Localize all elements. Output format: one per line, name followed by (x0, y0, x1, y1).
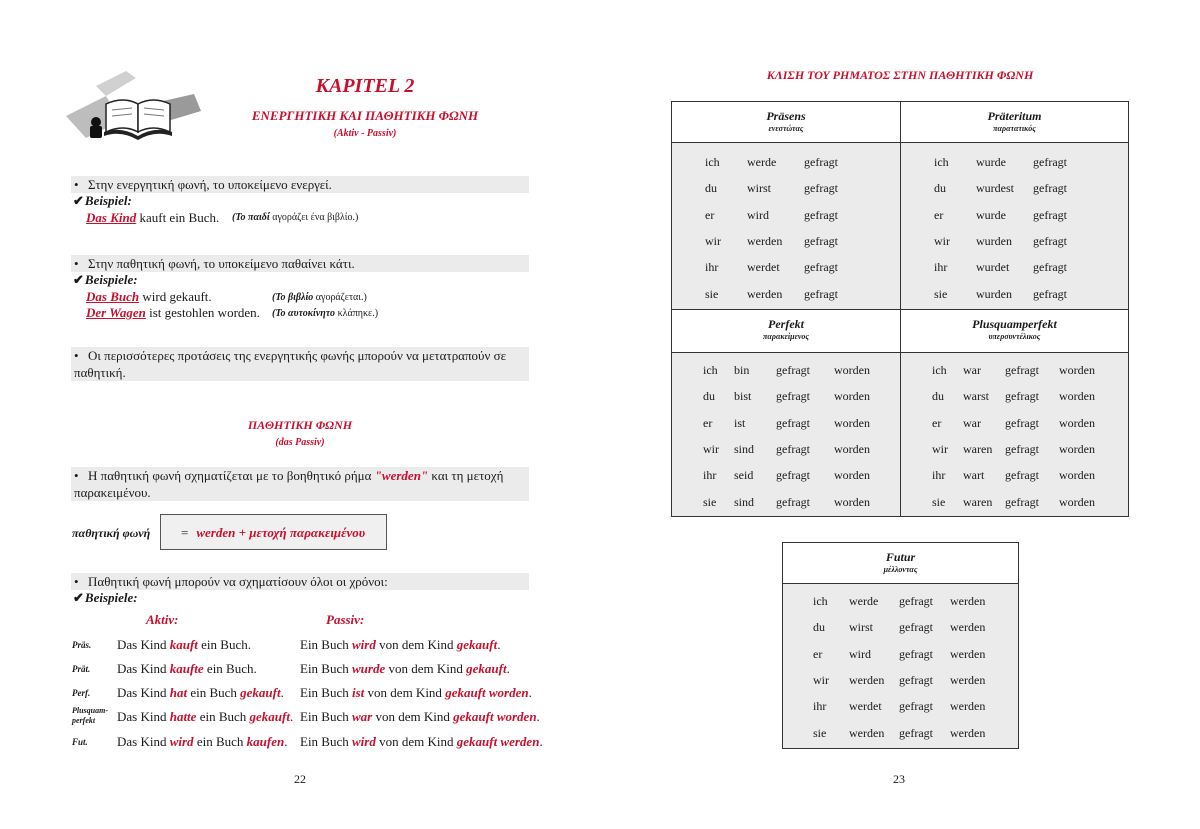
sentence-verb: gekauft (249, 709, 290, 724)
sentence-verb: wird (169, 734, 194, 749)
section-subtitle: (Aktiv - Passiv) (333, 128, 397, 139)
verb-form: war (963, 363, 981, 377)
tense-name: Präteritum (987, 109, 1042, 123)
verb-form: warst (963, 389, 989, 404)
sentence-verb: gekauft (456, 637, 498, 652)
futur-table (782, 542, 1019, 749)
pronoun: du (705, 181, 717, 196)
sentence-verb: gekauft worden (445, 685, 529, 700)
pronoun: ihr (934, 260, 948, 275)
sentence-part: . (539, 734, 543, 749)
section-title: ΕΝΕΡΓΗΤΙΚΗ ΚΑΙ ΠΑΘΗΤΙΚΗ ΦΩΝΗ (251, 108, 479, 123)
pronoun: er (934, 207, 944, 222)
pronoun: sie (934, 286, 948, 301)
sentence-part: . (536, 709, 540, 724)
verb-form: werden (950, 646, 986, 661)
example-label: Beispiele: (84, 272, 138, 287)
verb-form: werdet (849, 699, 882, 714)
bullet-dot: • (74, 468, 79, 483)
sentence-part: ein Buch (187, 685, 241, 700)
pronoun: ihr (705, 260, 719, 275)
sentence-part: Das Kind (117, 709, 170, 724)
verb-form: worden (1059, 494, 1095, 509)
example-heading (73, 590, 138, 606)
sentence-verb: ist (352, 685, 365, 700)
pronoun: er (703, 415, 713, 430)
example-rest: ist gestohlen worden. (145, 305, 260, 320)
tense-label: Fut. (72, 737, 88, 747)
verb-form: worden (1059, 363, 1095, 377)
praesens-table (671, 101, 901, 310)
sentence-part: ein Buch. (203, 661, 257, 676)
bullet-text: Η παθητική φωνή σχηματίζεται με το βοηθητικό ρήμα (88, 468, 375, 483)
verb-form: worden (1059, 468, 1095, 483)
pronoun: du (932, 389, 944, 404)
bullet-dot: • (74, 177, 79, 192)
sentence-part: von dem Kind (372, 709, 454, 724)
pronoun: sie (932, 494, 946, 509)
verb-form: gefragt (899, 594, 933, 608)
table-header (901, 102, 1128, 143)
tense-name: Perfekt (768, 317, 804, 331)
translation-rest: αγοράζει ένα βιβλίο.) (269, 212, 359, 223)
verb-form: waren (963, 441, 993, 456)
verb-form: gefragt (804, 286, 838, 301)
verb-form: gefragt (899, 672, 933, 687)
sentence-verb: wird (352, 637, 376, 652)
verb-form: worden (1059, 389, 1095, 404)
bullet-text-line2: παρακειμένου. (74, 485, 151, 500)
example-subject: Der Wagen (86, 305, 146, 320)
bullet-passive-voice (71, 255, 529, 272)
pronoun: wir (932, 441, 948, 456)
translation-rest: αγοράζεται.) (313, 292, 367, 303)
translation-subject: (Το παιδί (232, 212, 270, 223)
verb-form: werden (950, 620, 986, 635)
verb-form: werden (849, 725, 885, 740)
verb-form: worden (834, 441, 870, 456)
verb-form: gefragt (899, 646, 933, 661)
aktiv-column-header: Aktiv: (146, 612, 179, 627)
sentence-part: . (497, 637, 501, 652)
sentence-verb: war (352, 709, 373, 724)
verb-form: gefragt (804, 155, 838, 169)
pronoun: ihr (813, 699, 827, 714)
verb-form: gefragt (776, 494, 810, 509)
sentence-verb: wurde (352, 661, 386, 676)
sentence-part: ein Buch (196, 709, 250, 724)
formula-label: παθητική φωνή (72, 526, 151, 540)
aktiv-sentence (117, 661, 257, 677)
pronoun: ich (705, 155, 720, 169)
pronoun: ihr (703, 468, 717, 483)
example-translation (232, 212, 358, 223)
pronoun: wir (703, 441, 719, 456)
sentence-part: von dem Kind (364, 685, 446, 700)
verb-form: gefragt (1005, 494, 1039, 509)
sentence-part: Ein Buch (300, 709, 352, 724)
passive-title: ΠΑΘΗΤΙΚΗ ΦΩΝΗ (247, 418, 353, 432)
sentence-part: von dem Kind (385, 661, 467, 676)
sentence-part: Ein Buch (300, 685, 352, 700)
verb-form: wart (963, 468, 985, 483)
verb-form: werdet (747, 260, 780, 275)
translation-subject: (Το βιβλίο (272, 292, 314, 303)
verb-form: gefragt (1005, 468, 1039, 483)
sentence-part: Das Kind (117, 637, 170, 652)
verb-form: worden (834, 363, 870, 377)
bullet-dot: • (74, 256, 79, 271)
pronoun: ich (934, 155, 949, 169)
bullet-dot: • (74, 348, 79, 363)
sentence-part: von dem Kind (375, 637, 457, 652)
verb-form: waren (963, 494, 993, 509)
formula-equals: = (181, 525, 189, 540)
aktiv-sentence (117, 685, 284, 701)
verb-form: gefragt (804, 181, 838, 196)
pronoun: sie (703, 494, 717, 509)
aktiv-sentence (117, 637, 251, 653)
formula-text: werden + μετοχή παρακειμένου (196, 525, 366, 540)
tense-label: Präs. (72, 640, 92, 650)
tense-name: Präsens (766, 109, 806, 123)
pronoun: sie (705, 286, 719, 301)
passiv-sentence (300, 709, 540, 725)
tense-label: Plusquam-perfekt (72, 706, 109, 725)
pronoun: er (705, 207, 715, 222)
passiv-column-header: Passiv: (326, 612, 365, 627)
verb-form: bist (734, 389, 752, 404)
formula-box (160, 514, 387, 550)
example-label: Beispiele: (84, 590, 138, 605)
verb-form: worden (834, 415, 870, 430)
sentence-part: Das Kind (117, 734, 170, 749)
tense-greek: παρακείμενος (763, 332, 809, 341)
verb-form: wird (747, 207, 769, 222)
verb-form: gefragt (776, 415, 810, 430)
example-rest: kauft ein Buch. (136, 210, 220, 225)
bullet-conversion (71, 347, 529, 381)
verb-form: wurden (976, 286, 1012, 301)
bullet-all-tenses (71, 573, 529, 590)
sentence-part: Ein Buch (300, 734, 352, 749)
verb-form: werden (950, 594, 986, 608)
tense-greek: ενεστώτας (768, 124, 804, 133)
pronoun: sie (813, 725, 827, 740)
aktiv-sentence (117, 709, 293, 725)
verb-form: ist (734, 415, 746, 430)
example-translation (272, 292, 367, 303)
verb-form: gefragt (776, 363, 810, 377)
verb-form: werden (747, 286, 783, 301)
tense-label: Prät. (72, 664, 91, 674)
pronoun: wir (813, 672, 829, 687)
verb-form: seid (734, 468, 754, 483)
verb-form: werden (950, 672, 986, 687)
verb-form: gefragt (1005, 441, 1039, 456)
verb-form: wurdest (976, 181, 1014, 196)
table-body (901, 353, 1128, 516)
verb-form: gefragt (1033, 181, 1067, 196)
table-body (901, 143, 1128, 309)
example-rest: wird gekauft. (139, 289, 212, 304)
perfekt-table (671, 309, 901, 517)
sentence-part: Das Kind (117, 685, 170, 700)
verb-form: gefragt (1033, 286, 1067, 301)
verb-form: wurde (976, 155, 1006, 169)
passiv-sentence (300, 661, 510, 677)
verb-form: gefragt (776, 441, 810, 456)
sentence-part: Ein Buch (300, 637, 352, 652)
verb-form: werde (849, 594, 879, 608)
verb-form: wirst (849, 620, 873, 635)
aktiv-sentence (117, 734, 287, 750)
verb-form: sind (734, 494, 755, 509)
tense-label: Perf. (72, 688, 91, 698)
pronoun: wir (705, 233, 721, 248)
passiv-sentence (300, 734, 543, 750)
verb-form: bin (734, 363, 750, 377)
sentence-part: . (289, 709, 294, 724)
pronoun: ich (813, 594, 828, 608)
verb-form: worden (1059, 441, 1095, 456)
pronoun: du (703, 389, 715, 404)
sentence-verb: gekauft (240, 685, 281, 700)
sentence-verb: kauft (169, 637, 198, 652)
verb-form: gefragt (804, 207, 838, 222)
example-sentence (86, 210, 219, 226)
pronoun: ich (703, 363, 718, 377)
example-sentence (86, 289, 212, 305)
bullet-dot: • (74, 574, 79, 589)
verb-form: wurde (976, 207, 1006, 222)
verb-form: gefragt (1005, 389, 1039, 404)
verb-form: worden (834, 494, 870, 509)
translation-subject: (Το αυτοκίνητο (272, 308, 336, 319)
verb-form: war (963, 415, 981, 430)
verb-form: gefragt (1033, 155, 1067, 169)
example-label: Beispiel: (84, 193, 132, 208)
checkmark-icon: ✔ (73, 590, 84, 605)
sentence-part: . (284, 734, 288, 749)
verb-form: gefragt (1033, 233, 1067, 248)
checkmark-icon: ✔ (73, 272, 84, 287)
table-header (672, 310, 900, 353)
tense-greek: υπερσυντέλικος (988, 332, 1041, 341)
verb-form: worden (1059, 415, 1095, 430)
verb-form: gefragt (1033, 207, 1067, 222)
tense-name: Plusquamperfekt (972, 317, 1057, 331)
page-number: 22 (294, 772, 306, 786)
verb-form: sind (734, 441, 755, 456)
bullet-text: Στην παθητική φωνή, το υποκείμενο παθαίνει κάτι. (88, 256, 355, 271)
verb-form: wurden (976, 233, 1012, 248)
open-book-illustration (66, 66, 201, 146)
example-sentence (86, 305, 260, 321)
pronoun: wir (934, 233, 950, 248)
verb-form: werden (950, 725, 986, 740)
table-header (672, 102, 900, 143)
sentence-part: Das Kind (117, 661, 170, 676)
bullet-text-line2: παθητική. (74, 365, 126, 380)
praeteritum-table (900, 101, 1129, 310)
bullet-text: Παθητική φωνή μπορούν να σχηματίσουν όλοι οι χρόνοι: (88, 574, 388, 589)
bullet-text: Οι περισσότερες προτάσεις της ενεργητικής φωνής μπορούν να μετατραπούν σε (88, 348, 507, 363)
verb-form: gefragt (776, 389, 810, 404)
sentence-verb: gekauft worden (453, 709, 537, 724)
pronoun: du (813, 620, 825, 635)
verb-form: gefragt (899, 620, 933, 635)
checkmark-icon: ✔ (73, 193, 84, 208)
verb-form: gefragt (899, 725, 933, 740)
passiv-sentence (300, 637, 500, 653)
conjugation-title: ΚΛΙΣΗ ΤΟΥ ΡΗΜΑΤΟΣ ΣΤΗΝ ΠΑΘΗΤΙΚΗ ΦΩΝΗ (766, 68, 1034, 82)
sentence-verb: hatte (169, 709, 197, 724)
table-body (672, 143, 900, 309)
sentence-verb: kaufte (169, 661, 204, 676)
verb-form: gefragt (1005, 415, 1039, 430)
page-number: 23 (893, 772, 905, 786)
tense-name: Futur (885, 550, 916, 564)
sentence-part: von dem Kind (375, 734, 457, 749)
verb-form: worden (834, 389, 870, 404)
sentence-part: Ein Buch (300, 661, 352, 676)
table-body (783, 584, 1018, 748)
translation-rest: κλάπηκε.) (335, 308, 379, 319)
pronoun: er (813, 646, 823, 661)
table-header (783, 543, 1018, 584)
plusquamperfekt-table (900, 309, 1129, 517)
table-header (901, 310, 1128, 353)
pronoun: du (934, 181, 946, 196)
sentence-part: ein Buch (193, 734, 247, 749)
tense-greek: μέλλοντας (883, 565, 918, 574)
sentence-part: . (528, 685, 532, 700)
bullet-text-post: και τη μετοχή (428, 468, 504, 483)
example-subject: Das Kind (86, 210, 137, 225)
verb-form: gefragt (804, 233, 838, 248)
verb-form: gefragt (1005, 363, 1039, 377)
passive-subtitle: (das Passiv) (275, 437, 325, 448)
sentence-part: ein Buch. (197, 637, 251, 652)
sentence-verb: kaufen (246, 734, 285, 749)
verb-form: wird (849, 646, 871, 661)
verb-form: worden (834, 468, 870, 483)
werden-keyword: "werden" (374, 468, 429, 483)
chapter-title: KAPITEL 2 (315, 75, 415, 97)
verb-form: werde (747, 155, 777, 169)
verb-form: gefragt (804, 260, 838, 275)
verb-form: wurdet (976, 260, 1010, 275)
example-subject: Das Buch (86, 289, 140, 304)
bullet-active-voice (71, 176, 529, 193)
verb-form: werden (950, 699, 986, 714)
pronoun: ich (932, 363, 947, 377)
sentence-part: . (280, 685, 284, 700)
verb-form: gefragt (1033, 260, 1067, 275)
verb-form: werden (747, 233, 783, 248)
sentence-verb: hat (169, 685, 188, 700)
tense-greek: παρατατικός (993, 124, 1036, 133)
bullet-text: Στην ενεργητική φωνή, το υποκείμενο ενεργεί. (88, 177, 332, 192)
sentence-verb: gekauft (466, 661, 507, 676)
bullet-formation (71, 467, 529, 501)
verb-form: gefragt (776, 468, 810, 483)
verb-form: wirst (747, 181, 771, 196)
example-translation (272, 308, 378, 319)
sentence-part: . (506, 661, 510, 676)
example-heading (73, 272, 138, 288)
example-heading (73, 193, 132, 209)
passiv-sentence (300, 685, 532, 701)
sentence-verb: gekauft werden (456, 734, 540, 749)
verb-form: gefragt (899, 699, 933, 714)
verb-form: werden (849, 672, 885, 687)
pronoun: ihr (932, 468, 946, 483)
pronoun: er (932, 415, 942, 430)
sentence-verb: wird (352, 734, 376, 749)
table-body (672, 353, 900, 516)
